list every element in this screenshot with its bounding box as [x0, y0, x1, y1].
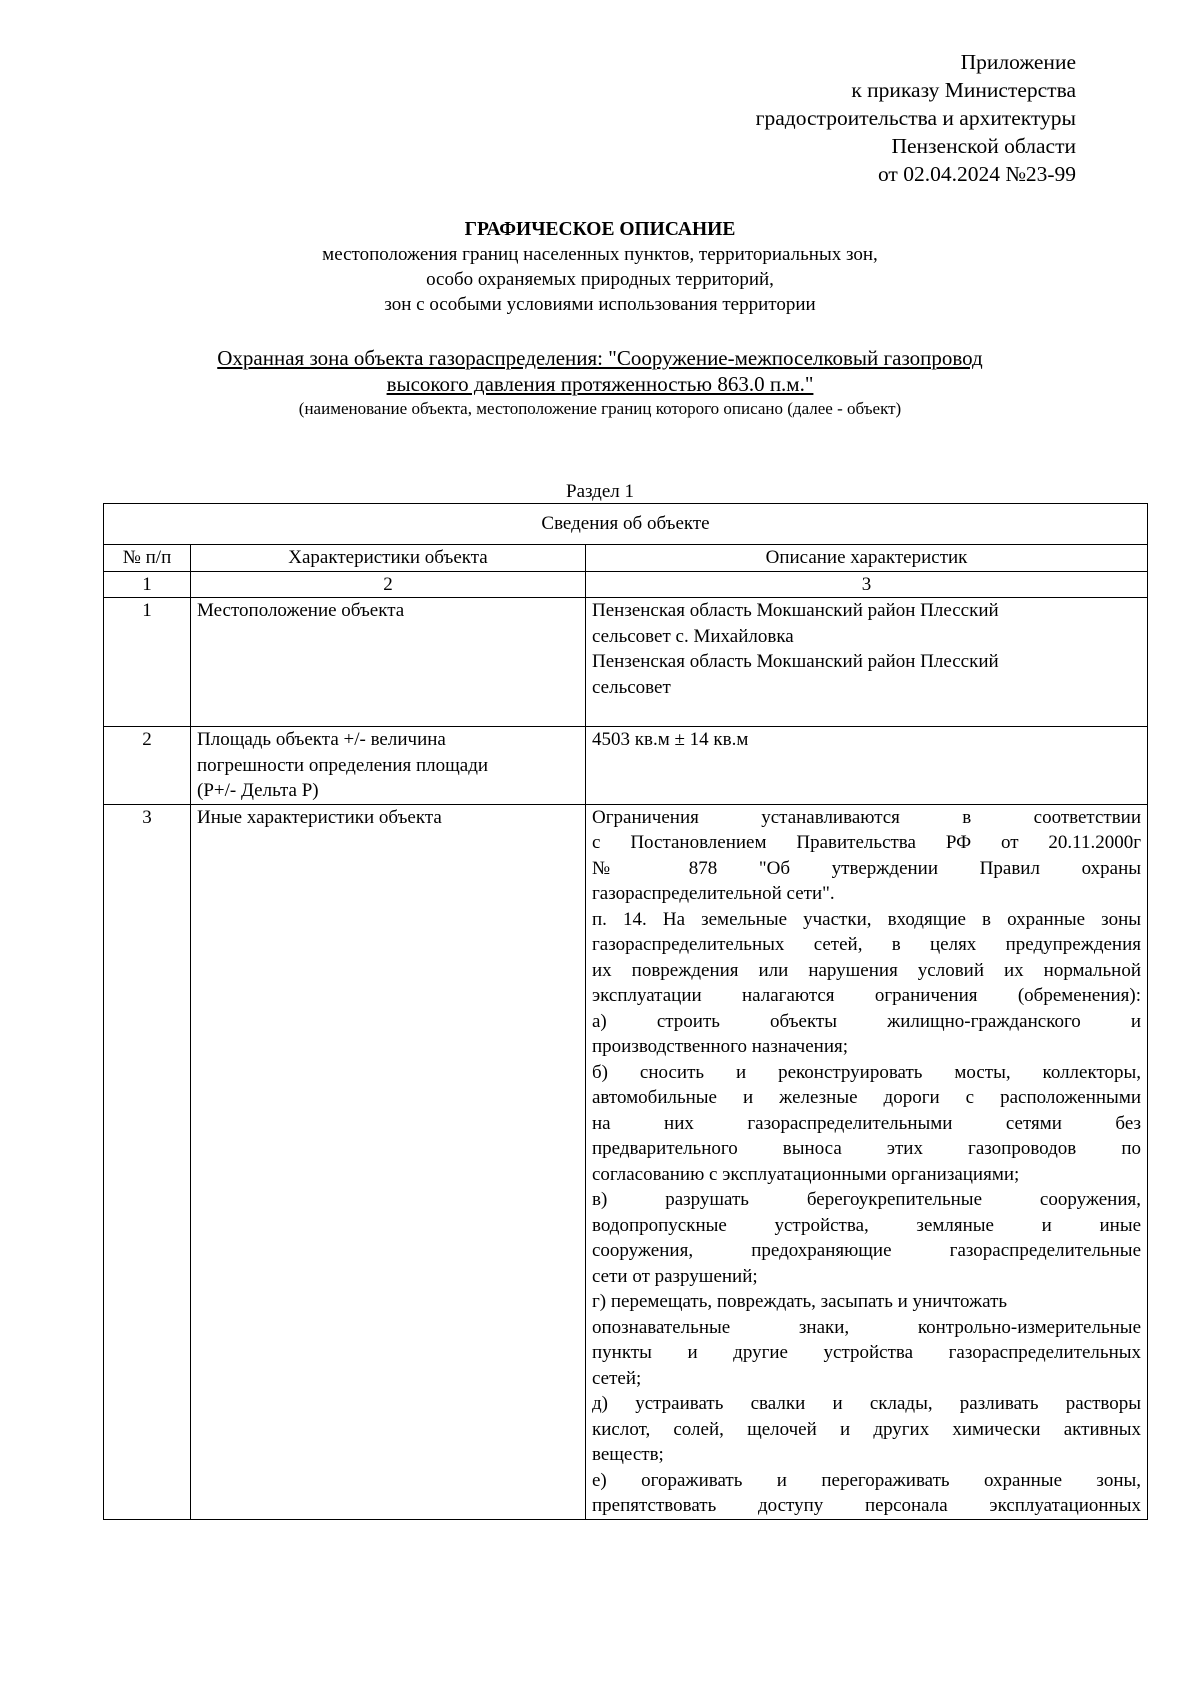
description-line: а) строить объекты жилищно-гражданского и	[592, 1010, 1142, 1032]
row-name-line: Площадь объекта +/- величина	[197, 729, 446, 750]
description-line: предварительного выноса этих газопроводов по	[592, 1138, 1142, 1159]
object-name-hint: (наименование объекта, местоположение границ которого описано (далее - объект)	[298, 399, 902, 418]
description-line: эксплуатации налагаются ограничения (обременения):	[592, 985, 1142, 1006]
description-line: в) разрушать берегоукрепительные сооружения,	[592, 1189, 1142, 1210]
table-title-row	[104, 504, 1148, 545]
column-number: 3	[586, 571, 1148, 598]
description-line: сети от разрушений;	[592, 1265, 758, 1287]
description-line: с Постановлением Правительства РФ от 20.11.2000г	[592, 832, 1142, 853]
description-line: сельсовет	[592, 676, 671, 698]
description-line: б) сносить и реконструировать мосты, коллекторы,	[592, 1061, 1142, 1083]
document-subtitle-line: местоположения границ населенных пунктов, территориальных зон,	[322, 244, 878, 265]
table-row	[104, 727, 1148, 805]
column-number: 2	[191, 571, 586, 598]
object-name-line: Охранная зона объекта газораспределения: "Сооружение-межпоселковый газопровод	[217, 346, 983, 370]
description-line: на них газораспределительными сетями без	[592, 1112, 1142, 1134]
appendix-line: к приказу Министерства	[851, 78, 1076, 102]
table-title: Сведения об объекте	[104, 504, 1148, 545]
document-subtitle-line: зон с особыми условиями использования территории	[384, 294, 816, 315]
row-number: 2	[104, 727, 191, 805]
object-info-table	[103, 503, 1148, 1520]
description-line: согласованию с эксплуатационными организациями;	[592, 1163, 1020, 1185]
row-name	[191, 727, 586, 805]
table-row	[104, 598, 1148, 727]
appendix-line: градостроительства и архитектуры	[755, 106, 1076, 130]
row-name: Местоположение объекта	[191, 598, 586, 727]
row-number: 3	[104, 804, 191, 1519]
description-line: сооружения, предохраняющие газораспределительные	[592, 1240, 1142, 1261]
object-name-line: высокого давления протяженностью 863.0 п.м."	[386, 372, 814, 396]
description-line: г) перемещать, повреждать, засыпать и уничтожать	[592, 1291, 1008, 1312]
document-heading	[0, 217, 1200, 317]
description-line: опознавательные знаки, контрольно-измерительные	[592, 1316, 1142, 1338]
description-line: Пензенская область Мокшанский район Плесский	[592, 651, 999, 672]
description-line: пункты и другие устройства газораспределительных	[592, 1342, 1142, 1363]
column-number-row	[104, 571, 1148, 598]
row-number: 1	[104, 598, 191, 727]
row-description	[586, 804, 1148, 1519]
description-line: Ограничения устанавливаются в соответствии	[592, 806, 1142, 828]
description-line: автомобильные и железные дороги с расположенными	[592, 1087, 1142, 1108]
appendix-line: Пензенской области	[891, 134, 1076, 158]
description-line: Пензенская область Мокшанский район Плесский	[592, 600, 999, 621]
appendix-block	[756, 48, 1076, 188]
document-title: ГРАФИЧЕСКОЕ ОПИСАНИЕ	[464, 219, 736, 240]
row-name: Иные характеристики объекта	[191, 804, 586, 1519]
row-description	[586, 598, 1148, 727]
description-line: кислот, солей, щелочей и других химически активных	[592, 1418, 1142, 1440]
description-line: газораспределительной сети".	[592, 883, 835, 904]
section-label: Раздел 1	[566, 481, 634, 502]
appendix-line: Приложение	[960, 50, 1076, 74]
description-line: сельсовет с. Михайловка	[592, 625, 794, 647]
appendix-order-date: от 02.04.2024 №23-99	[877, 162, 1076, 186]
description-line: п. 14. На земельные участки, входящие в охранные зоны	[592, 908, 1142, 930]
header-cell-characteristics: Характеристики объекта	[191, 545, 586, 572]
table-header-row	[104, 545, 1148, 572]
table-row	[104, 804, 1148, 1519]
document-subtitle-line: особо охраняемых природных территорий,	[426, 269, 774, 290]
row-name-line: (Р+/- Дельта Р)	[197, 780, 319, 801]
description-line: е) огораживать и перегораживать охранные зоны,	[592, 1469, 1142, 1491]
description-line: веществ;	[592, 1444, 664, 1465]
description-line: № 878 "Об утверждении Правил охраны	[592, 857, 1142, 879]
description-line: д) устраивать свалки и склады, разливать растворы	[592, 1393, 1142, 1414]
description-line: препятствовать доступу персонала эксплуатационных	[592, 1495, 1142, 1516]
description-line: сетей;	[592, 1367, 642, 1389]
row-description: 4503 кв.м ± 14 кв.м	[586, 727, 1148, 805]
description-line: их повреждения или нарушения условий их нормальной	[592, 959, 1142, 981]
description-line: производственного назначения;	[592, 1036, 849, 1057]
description-line: водопропускные устройства, земляные и иные	[592, 1214, 1142, 1236]
header-cell-number: № п/п	[104, 545, 191, 572]
column-number: 1	[104, 571, 191, 598]
description-line: газораспределительных сетей, в целях предупреждения	[592, 934, 1142, 955]
header-cell-description: Описание характеристик	[586, 545, 1148, 572]
object-name	[0, 345, 1200, 397]
row-name-line: погрешности определения площади	[197, 754, 489, 776]
